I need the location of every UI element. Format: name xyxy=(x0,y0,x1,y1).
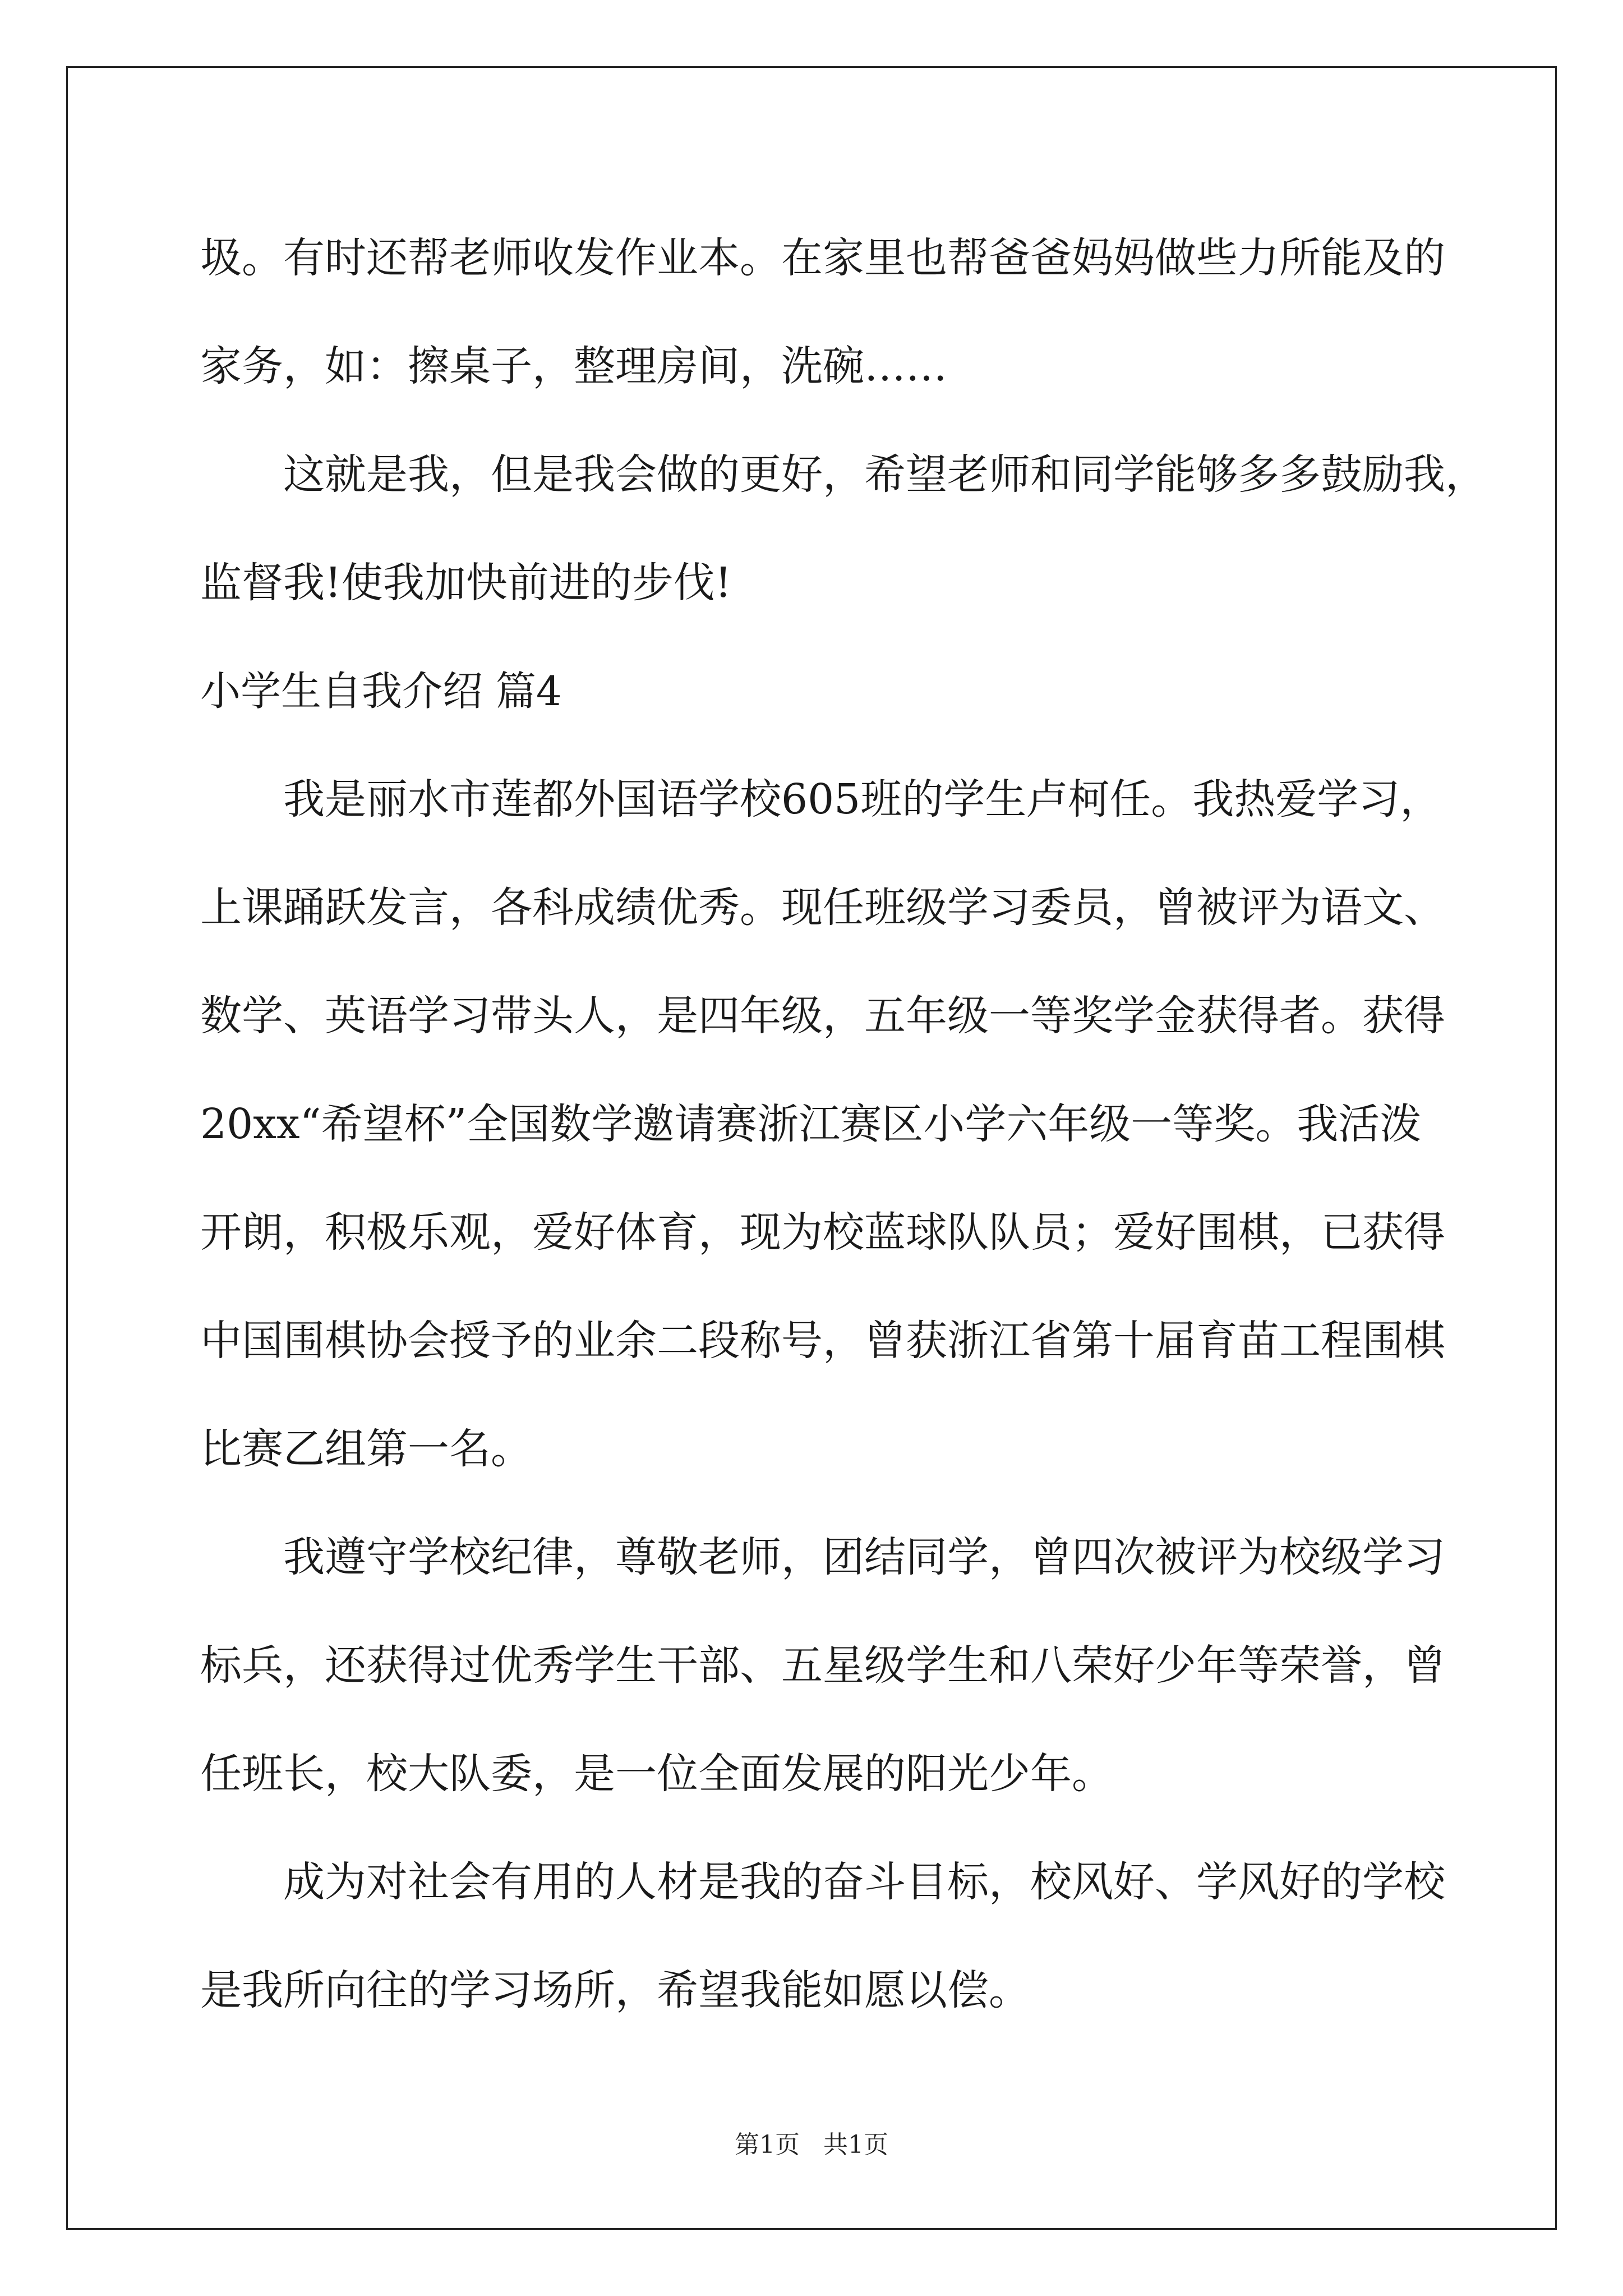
text-line: 标兵，还获得过优秀学生干部、五星级学生和八荣好少年等荣誉，曾 xyxy=(200,1641,1445,1690)
text-line: 监督我!使我加快前进的步伐! xyxy=(200,559,732,607)
text-line: 开朗，积极乐观，爱好体育，现为校蓝球队队员；爱好围棋，已获得 xyxy=(200,1208,1445,1257)
page-footer: 第1页 共1页 xyxy=(735,2131,888,2159)
text-line: 任班长，校大队委，是一位全面发展的阳光少年。 xyxy=(200,1750,1113,1798)
text-line: 比赛乙组第一名。 xyxy=(200,1425,532,1473)
paragraph-start: 我是丽水市莲都外国语学校605班的学生卢柯任。我热爱学习， xyxy=(283,775,1442,823)
text-line: 数学、英语学习带头人，是四年级，五年级一等奖学金获得者。获得 xyxy=(200,992,1445,1040)
paragraph-start: 成为对社会有用的人材是我的奋斗目标，校风好、学风好的学校 xyxy=(283,1858,1445,1906)
section-heading: 小学生自我介绍 篇4 xyxy=(200,668,562,715)
text-line: 圾。有时还帮老师收发作业本。在家里也帮爸爸妈妈做些力所能及的 xyxy=(200,234,1445,282)
text-line: 家务，如：擦桌子，整理房间，洗碗…… xyxy=(200,342,947,390)
text-line: 20xx“希望杯”全国数学邀请赛浙江赛区小学六年级一等奖。我活泼 xyxy=(200,1100,1422,1148)
paragraph-start: 这就是我，但是我会做的更好，希望老师和同学能够多多鼓励我， xyxy=(283,450,1487,499)
document-body xyxy=(200,204,1487,2045)
paragraph-start: 我遵守学校纪律，尊敬老师，团结同学，曾四次被评为校级学习 xyxy=(283,1533,1445,1581)
text-line: 是我所向往的学习场所，希望我能如愿以偿。 xyxy=(200,1966,1030,2014)
text-line: 上课踊跃发言，各科成绩优秀。现任班级学习委员，曾被评为语文、 xyxy=(200,884,1445,932)
text-line: 中国围棋协会授予的业余二段称号，曾获浙江省第十届育苗工程围棋 xyxy=(200,1317,1445,1365)
